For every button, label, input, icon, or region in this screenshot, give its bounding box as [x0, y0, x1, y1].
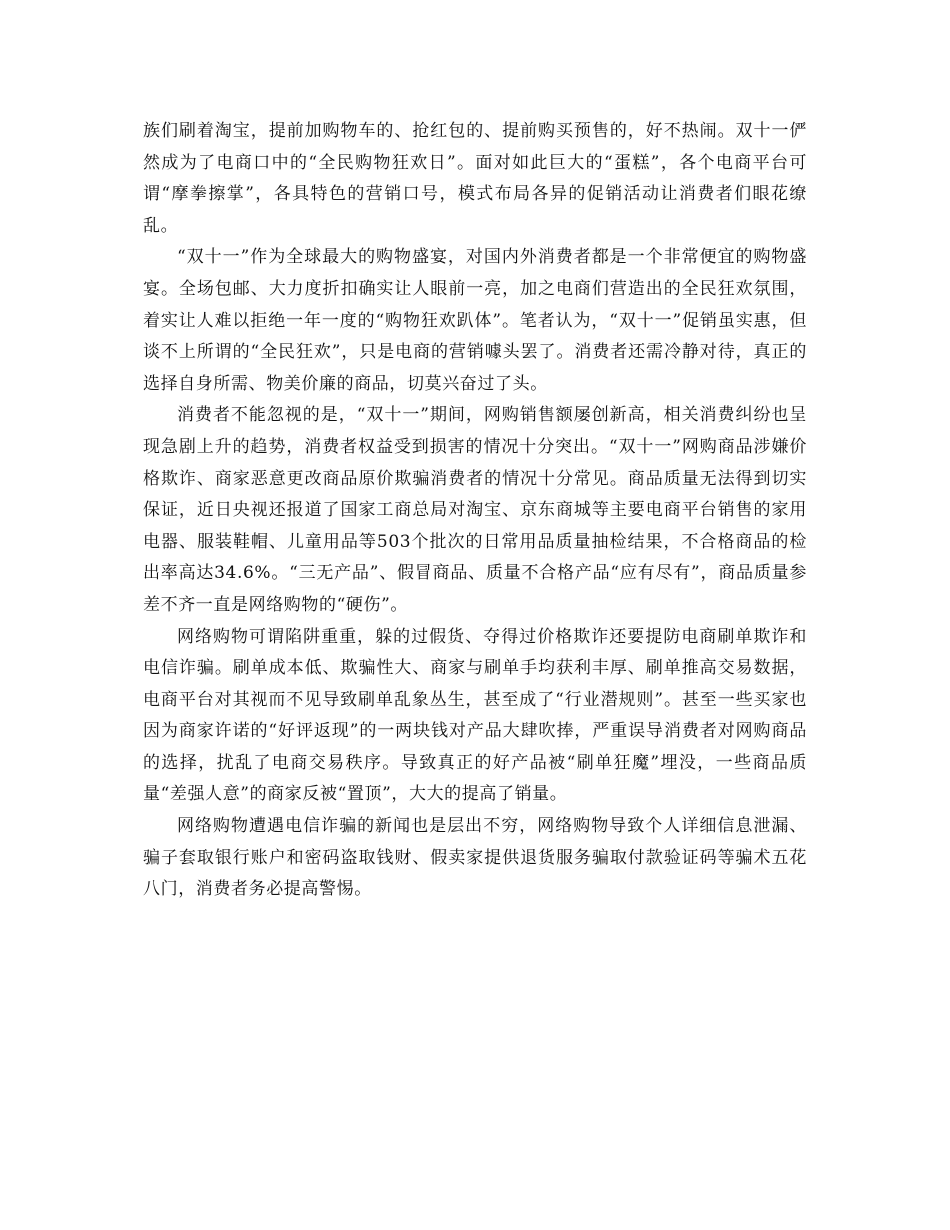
paragraph-3: 消费者不能忽视的是，“双十一”期间，网购销售额屡创新高，相关消费纠纷也呈现急剧上升的趋势，消费者权益受到损害的情况十分突出。“双十一”网购商品涉嫌价格欺诈、商家恶意更改商品原价欺骗消费者的情况十分常见。商品质量无法得到切实保证，近日央视还报道了国家工商总局对淘宝、京东商城等主要电商平台销售的家用电器、服装鞋帽、儿童用品等503个批次的日常用品质量抽检结果，不合格商品的检出率高达34.6%。“三无产品”、假冒商品、质量不合格产品“应有尽有”，商品质量参差不齐一直是网络购物的“硬伤”。	[143, 405, 807, 615]
paragraph-2: “双十一”作为全球最大的购物盛宴，对国内外消费者都是一个非常便宜的购物盛宴。全场包邮、大力度折扣确实让人眼前一亮，加之电商们营造出的全民狂欢氛围，着实让人难以拒绝一年一度的“购物狂欢趴体”。笔者认为，“双十一”促销虽实惠，但谈不上所谓的“全民狂欢”，只是电商的营销噱头罢了。消费者还需冷静对待，真正的选择自身所需、物美价廉的商品，切莫兴奋过了头。	[143, 247, 807, 394]
paragraph-1: 族们刷着淘宝，提前加购物车的、抢红包的、提前购买预售的，好不热闹。双十一俨然成为了电商口中的“全民购物狂欢日”。面对如此巨大的“蛋糕”，各个电商平台可谓“摩拳擦掌”，各具特色的营销口号，模式布局各异的促销活动让消费者们眼花缭乱。	[143, 121, 807, 236]
article-body	[143, 116, 807, 906]
paragraph-5: 网络购物遭遇电信诈骗的新闻也是层出不穷，网络购物导致个人详细信息泄漏、骗子套取银行账户和密码盗取钱财、假卖家提供退货服务骗取付款验证码等骗术五花八门，消费者务必提高警惕。	[143, 816, 807, 900]
paragraph-4: 网络购物可谓陷阱重重，躲的过假货、夺得过价格欺诈还要提防电商刷单欺诈和电信诈骗。刷单成本低、欺骗性大、商家与刷单手均获利丰厚、刷单推高交易数据，电商平台对其视而不见导致刷单乱象丛生，甚至成了“行业潜规则”。甚至一些买家也因为商家许诺的“好评返现”的一两块钱对产品大肆吹捧，严重误导消费者对网购商品的选择，扰乱了电商交易秩序。导致真正的好产品被“刷单狂魔”埋没，一些商品质量“差强人意”的商家反被“置顶”，大大的提高了销量。	[143, 626, 807, 805]
